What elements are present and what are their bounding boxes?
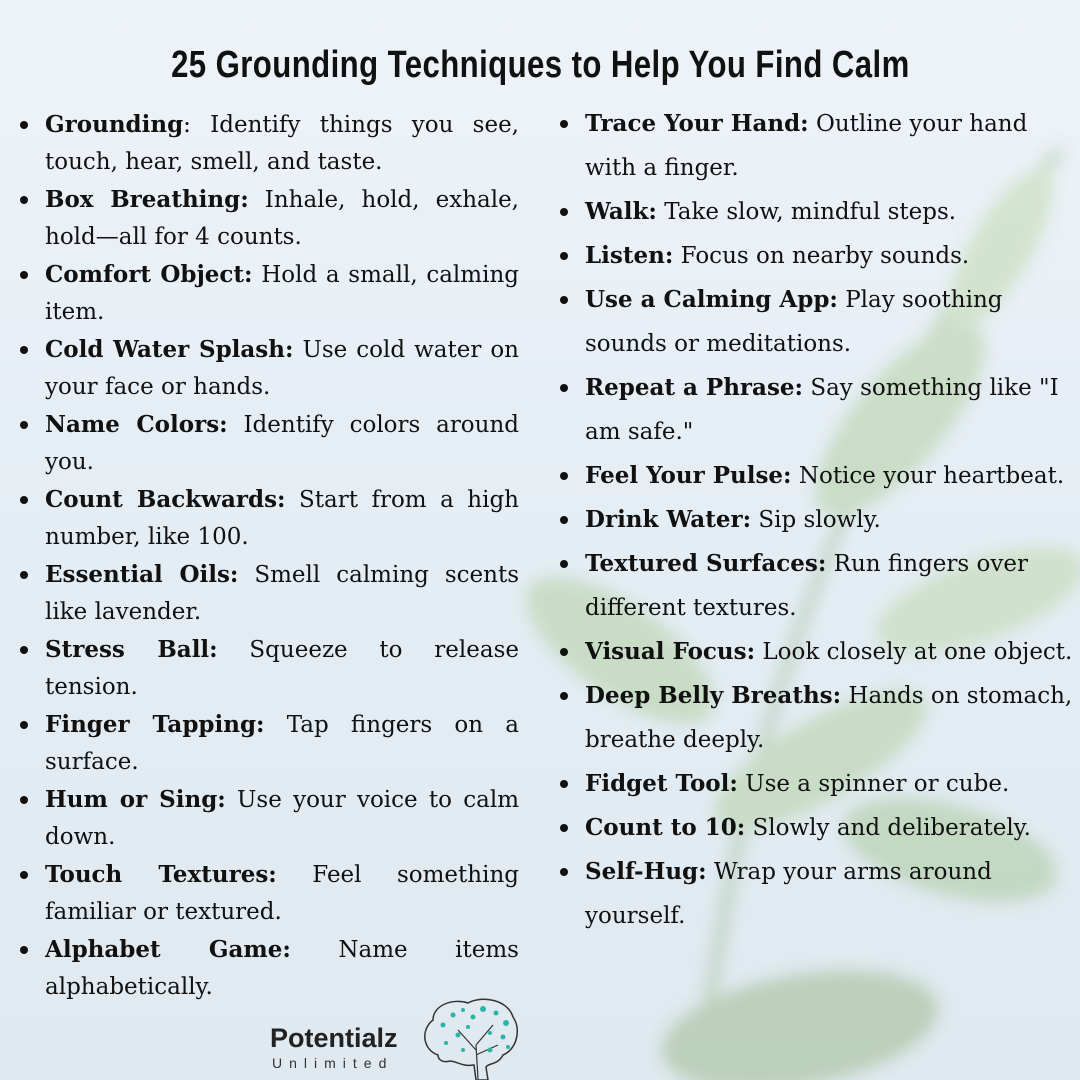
technique-item: [559, 542, 1079, 630]
technique-description: Run fingers over different textures.: [585, 551, 1028, 621]
technique-item: [19, 256, 519, 331]
technique-description: Hands on stomach, breathe deeply.: [585, 683, 1073, 753]
technique-description: Use a spinner or cube.: [737, 771, 1010, 797]
technique-description: Slowly and deliberately.: [745, 815, 1031, 841]
technique-description: Sip slowly.: [751, 507, 881, 533]
technique-item: [19, 331, 519, 406]
technique-description: Notice your heartbeat.: [791, 463, 1065, 489]
technique-description: Look closely at one object.: [755, 639, 1073, 665]
technique-name: Box Breathing:: [45, 186, 249, 213]
technique-item: [19, 706, 519, 781]
technique-name: Comfort Object:: [45, 261, 253, 288]
technique-description: Feel something familiar or textured.: [45, 862, 519, 925]
technique-name: Cold Water Splash:: [45, 336, 294, 363]
technique-name: Name Colors:: [45, 411, 228, 438]
technique-name: Use a Calming App:: [585, 286, 838, 313]
technique-item: [559, 850, 1079, 938]
technique-item: [19, 781, 519, 856]
technique-item: [19, 856, 519, 931]
technique-name: Finger Tapping:: [45, 711, 265, 738]
technique-name: Trace Your Hand:: [585, 110, 809, 137]
technique-description: Take slow, mindful steps.: [656, 199, 957, 225]
technique-name: Count Backwards:: [45, 486, 286, 513]
technique-name: Essential Oils:: [45, 561, 239, 588]
technique-description: Hold a small, calming item.: [45, 262, 519, 325]
logo-subtitle: Unlimited: [272, 1055, 394, 1071]
page-title: [0, 44, 1080, 87]
technique-name: Feel Your Pulse:: [585, 462, 792, 489]
technique-name: Repeat a Phrase:: [585, 374, 804, 401]
technique-description: Name items alphabetically.: [45, 937, 519, 1000]
logo-name: Potentialz: [270, 1023, 398, 1053]
technique-item: [559, 806, 1079, 850]
technique-name: Drink Water:: [585, 506, 752, 533]
technique-item: [559, 762, 1079, 806]
technique-name: Walk:: [585, 198, 657, 225]
technique-description: Use cold water on your face or hands.: [45, 337, 519, 400]
technique-description: Focus on nearby sounds.: [673, 243, 970, 269]
technique-description: Tap fingers on a surface.: [45, 712, 519, 775]
technique-description: Start from a high number, like 100.: [45, 487, 519, 550]
technique-description: Identify colors around you.: [45, 412, 520, 475]
technique-item: [559, 454, 1079, 498]
technique-name: Touch Textures:: [45, 861, 277, 888]
technique-name: Visual Focus:: [585, 638, 756, 665]
technique-name: Self-Hug:: [585, 858, 707, 885]
technique-description: Smell calming scents like lavender.: [45, 562, 519, 625]
technique-item: [19, 181, 519, 256]
technique-item: [559, 674, 1079, 762]
title-text: 25 Grounding Techniques to Help You Find Calm: [170, 44, 910, 86]
technique-description: Say something like "I am safe.": [585, 375, 1059, 445]
technique-item: [559, 190, 1079, 234]
technique-item: [559, 278, 1079, 366]
technique-name: Textured Surfaces:: [585, 550, 827, 577]
technique-name: Alphabet Game:: [45, 936, 291, 963]
technique-name: Deep Belly Breaths:: [585, 682, 842, 709]
technique-name: Fidget Tool:: [585, 770, 738, 797]
technique-description: Play soothing sounds or meditations.: [585, 287, 1003, 357]
technique-item: [19, 481, 519, 556]
logo: [270, 995, 530, 1080]
brain-tree-icon: [418, 995, 522, 1080]
technique-item: [559, 366, 1079, 454]
technique-item: [19, 556, 519, 631]
technique-description: Use your voice to calm down.: [45, 787, 519, 850]
technique-description: : Identify things you see, touch, hear, smell, and taste.: [45, 112, 519, 175]
technique-description: Inhale, hold, exhale, hold—all for 4 counts.: [45, 187, 519, 250]
technique-name: Count to 10:: [585, 814, 746, 841]
technique-name: Stress Ball:: [45, 636, 218, 663]
technique-item: [559, 102, 1079, 190]
technique-item: [19, 406, 519, 481]
left-technique-list: [19, 106, 519, 1006]
right-technique-list: [559, 102, 1079, 938]
technique-name: Listen:: [585, 242, 674, 269]
technique-item: [559, 498, 1079, 542]
technique-name: Hum or Sing:: [45, 786, 226, 813]
technique-item: [19, 106, 519, 181]
technique-item: [559, 234, 1079, 278]
technique-description: Outline your hand with a finger.: [585, 111, 1028, 181]
technique-description: Wrap your arms around yourself.: [585, 859, 992, 929]
technique-item: [19, 631, 519, 706]
technique-item: [559, 630, 1079, 674]
technique-description: Squeeze to release tension.: [45, 637, 519, 700]
technique-name: Grounding: [45, 111, 184, 138]
